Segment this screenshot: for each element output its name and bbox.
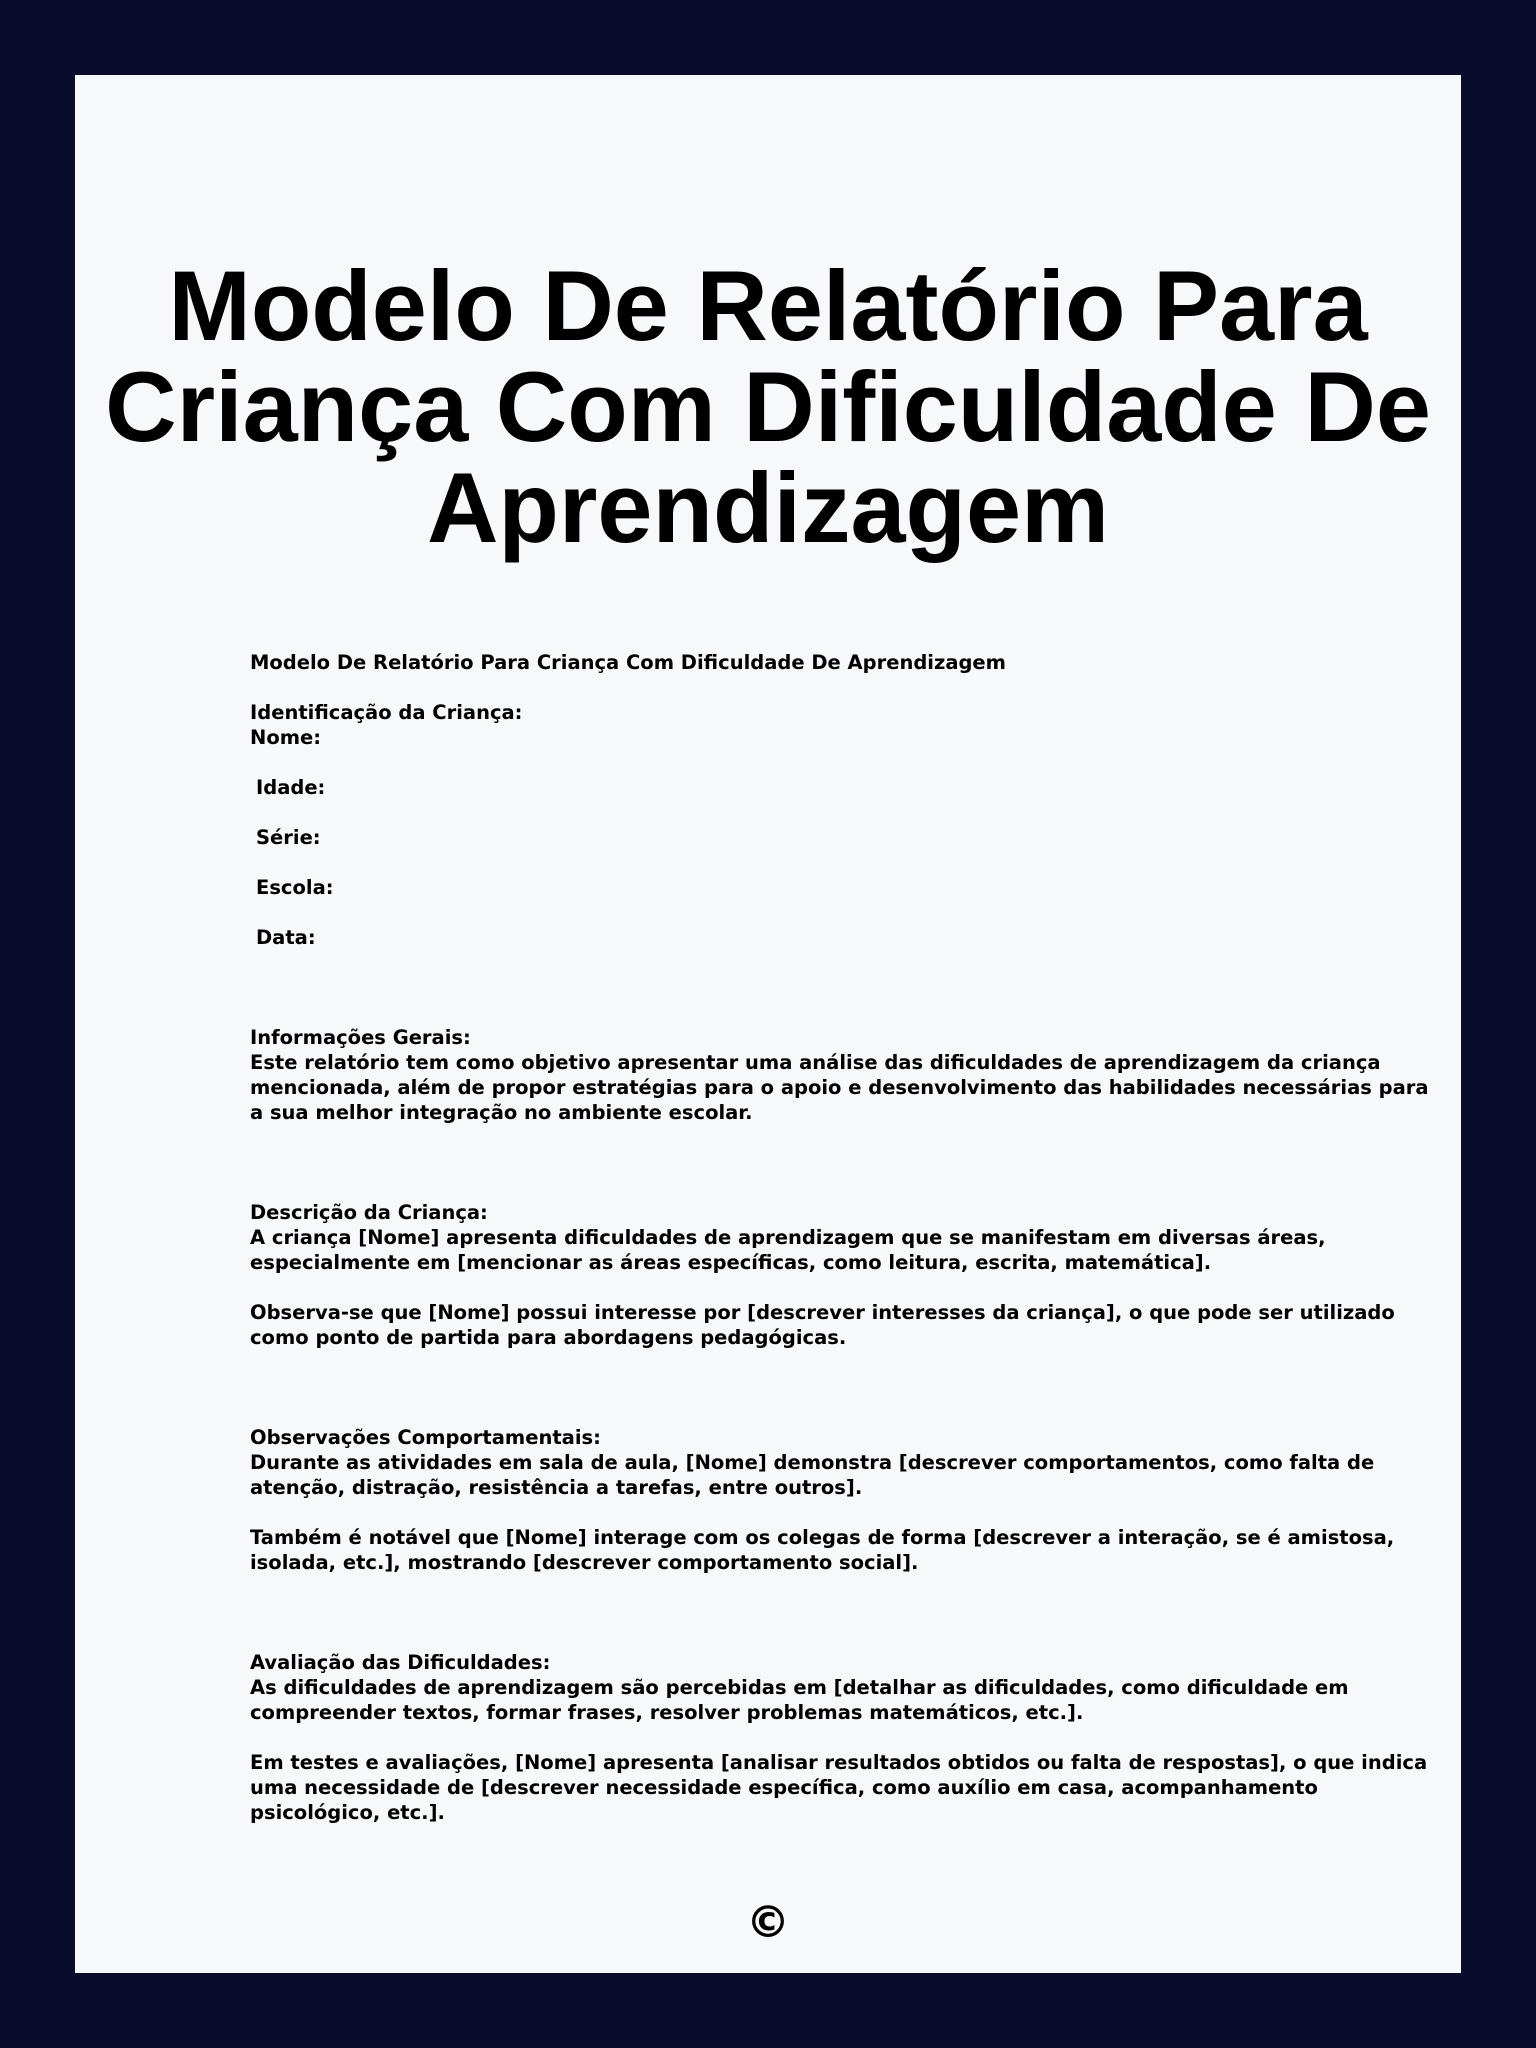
paragraph-line: As dificuldades de aprendizagem são percebidas em [detalhar as dificuldades, como dificuldade em: [250, 1676, 1349, 1699]
title-line: Aprendizagem: [426, 452, 1110, 563]
field-name-label: Nome:: [250, 726, 322, 749]
paragraph-line: mencionada, além de propor estratégias para o apoio e desenvolvimento das habilidades necessárias para: [250, 1076, 1429, 1099]
paragraph-line: atenção, distração, resistência a tarefas, entre outros].: [250, 1476, 863, 1499]
field-school-label: Escola:: [256, 876, 334, 899]
section-difficulty-assessment: [250, 1650, 1428, 1825]
document-body: [250, 650, 1429, 1825]
document-subtitle: Modelo De Relatório Para Criança Com Dificuldade De Aprendizagem: [250, 651, 1006, 674]
title-line: Criança Com Dificuldade De: [105, 351, 1431, 462]
paragraph-line: compreender textos, formar frases, resolver problemas matemáticos, etc.].: [250, 1701, 1084, 1724]
paragraph-line: a sua melhor integração no ambiente escolar.: [250, 1101, 753, 1124]
paragraph-line: uma necessidade de [descrever necessidade específica, como auxílio em casa, acompanhamento: [250, 1776, 1318, 1799]
section-behavioral-observations: [250, 1425, 1395, 1575]
document-page: [75, 75, 1461, 1973]
section-general-info: [250, 1025, 1429, 1125]
section-heading: Identificação da Criança:: [250, 701, 523, 724]
paragraph-line: especialmente em [mencionar as áreas específicas, como leitura, escrita, matemática].: [250, 1251, 1212, 1274]
section-identification: [250, 700, 1350, 950]
copyright-icon: ©: [746, 1897, 790, 1948]
section-heading: Observações Comportamentais:: [250, 1426, 601, 1449]
field-age-label: Idade:: [256, 776, 326, 799]
paragraph-line: isolada, etc.], mostrando [descrever comportamento social].: [250, 1551, 919, 1574]
paragraph-line: Em testes e avaliações, [Nome] apresenta [analisar resultados obtidos ou falta de respostas], o que indica: [250, 1751, 1428, 1774]
section-heading: Avaliação das Dificuldades:: [250, 1651, 551, 1674]
field-grade-label: Série:: [256, 826, 321, 849]
page-title: [75, 250, 1461, 563]
field-date-label: Data:: [256, 926, 316, 949]
section-heading: Descrição da Criança:: [250, 1201, 488, 1224]
paragraph-line: A criança [Nome] apresenta dificuldades de aprendizagem que se manifestam em diversas áreas,: [250, 1226, 1326, 1249]
paragraph-line: Também é notável que [Nome] interage com os colegas de forma [descrever a interação, se é amistosa,: [250, 1526, 1395, 1549]
title-line: Modelo De Relatório Para: [168, 250, 1368, 361]
section-child-description: [250, 1200, 1395, 1350]
paragraph-line: Observa-se que [Nome] possui interesse por [descrever interesses da criança], o que pode ser utilizado: [250, 1301, 1395, 1324]
paragraph-line: Durante as atividades em sala de aula, [Nome] demonstra [descrever comportamentos, como falta de: [250, 1451, 1375, 1474]
section-heading: Informações Gerais:: [250, 1026, 471, 1049]
paragraph-line: psicológico, etc.].: [250, 1801, 445, 1824]
paragraph-line: Este relatório tem como objetivo apresentar uma análise das dificuldades de aprendizagem da criança: [250, 1051, 1381, 1074]
paragraph-line: como ponto de partida para abordagens pedagógicas.: [250, 1326, 847, 1349]
